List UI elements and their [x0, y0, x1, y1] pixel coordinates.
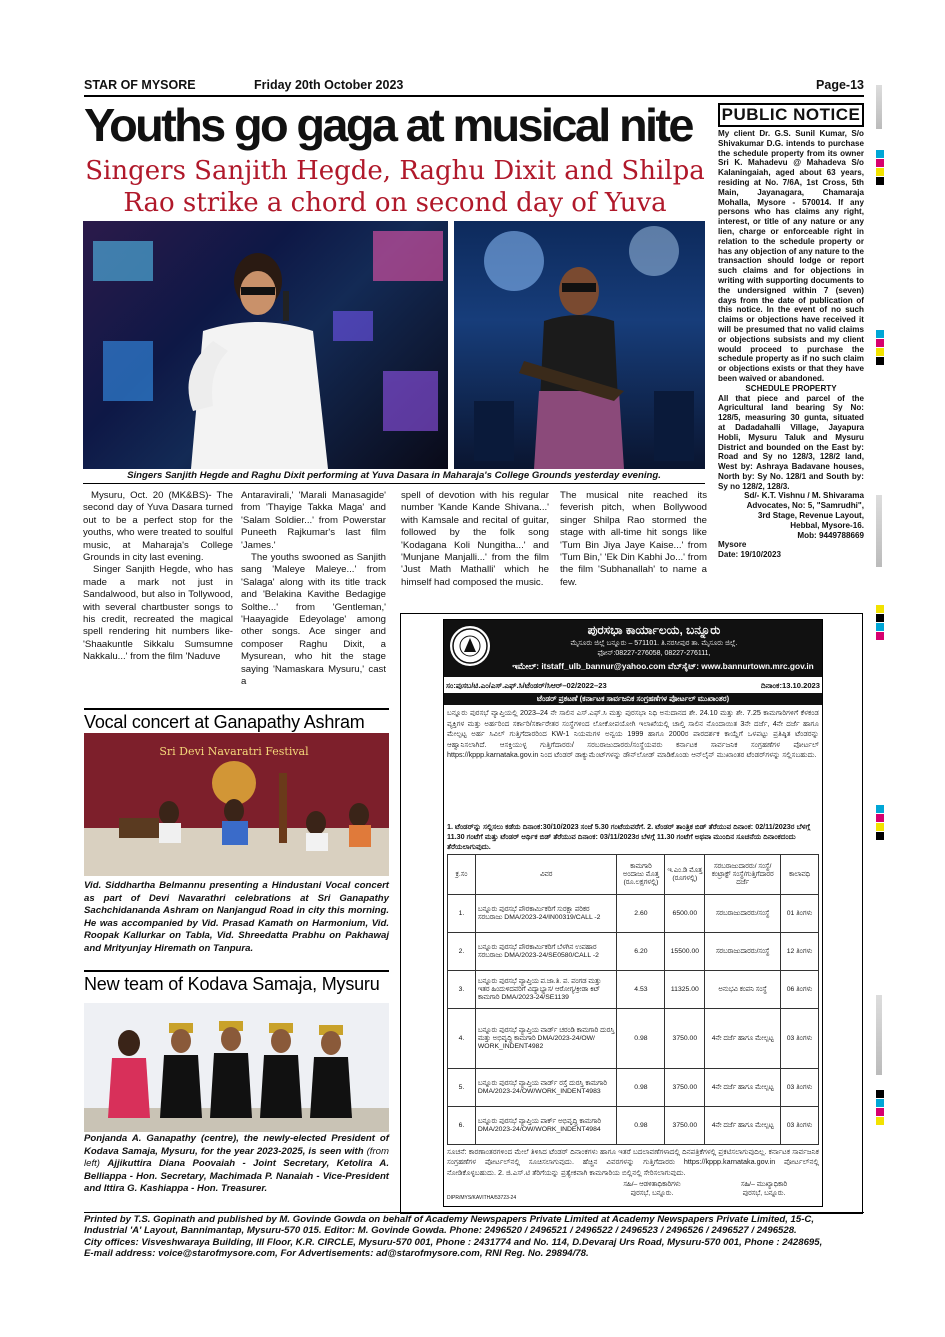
caption-bold: Ponjanda A. Ganapathy (centre), the newly-elected President of Kodava Samaja, Mysuru, for the year 2023-2025, is seen with [84, 1133, 389, 1157]
footer-line: Industrial 'A' Layout, Bannimantap, Mysuru-570 015. Editor: M. Govinde Gowda. Phone: 2496520 / 2496521 / 2496522 / 2496523 / 2496526 / 2496527 / 2496528. [84, 1225, 797, 1237]
table-header-row [448, 855, 819, 895]
tender-code: DIPR/MYS/KAVITHA/53723-24 [447, 1195, 517, 1201]
column-header: ಕ್ರ.ಸಂ [448, 855, 476, 895]
emblem-icon [448, 624, 492, 668]
table-row [448, 1107, 819, 1145]
row-emd: 3750.00 [665, 1009, 705, 1069]
registration-mark-yellow [876, 1117, 884, 1125]
row-grade: ಸರಬರಾಜುದಾರರು/ಸಂಸ್ಥೆ [705, 933, 781, 971]
table-row [448, 895, 819, 933]
row-description: ಬನ್ನೂರು ಪುರಸಭೆ ಪೌರಕಾರ್ಮಿಕರಿಗೆ ಬೆಳಗಿನ ಉಪಹಾರ ಸರಬರಾಜು DMA/2023-24/SE0580/CALL -2 [475, 933, 617, 971]
row-grade: 4ನೇ ದರ್ಜೆ ಹಾಗೂ ಮೇಲ್ಪಟ್ಟ [705, 1009, 781, 1069]
main-photo-caption: Singers Sanjith Hegde and Raghu Dixit performing at Yuva Dasara in Maharaja's College Grounds yesterday evening. [83, 470, 705, 484]
vocal-concert-heading: Vocal concert at Ganapathy Ashram [84, 708, 389, 733]
paragraph: The youths swooned as Sanjith sang 'Maleye Maleye...' from 'Salaga' along with its title track and 'Belakina Kavithe Bedagige Solthe...' from 'Gentleman,' 'Haayagide Edeyolage' among other songs. Ace singer and composer Raghu Dixit, a Mysurean, who hit the stage saying 'Namaskara Mysuru,' cast a [241, 552, 386, 688]
registration-mark-black [876, 177, 884, 185]
tender-ref-date: ದಿನಾಂಕ:13.10.2023 [760, 681, 820, 690]
signature-line: Hebbal, Mysore-16. [790, 520, 864, 530]
row-grade: ಅನುಭವಿ ಕಂಪನಿ ಸಂಸ್ಥೆ [705, 971, 781, 1009]
notice-place-date [718, 540, 864, 560]
registration-gray-bar [876, 85, 882, 129]
row-amount: 6.20 [617, 933, 665, 971]
registration-mark-yellow [876, 823, 884, 831]
photo-sanjith-hegde [83, 221, 448, 469]
article-column-2 [241, 490, 386, 689]
photo-kodava-samaja [84, 1003, 389, 1132]
article-column-4 [560, 490, 707, 589]
article-column-1 [83, 490, 233, 664]
row-number: 4. [448, 1009, 476, 1069]
schedule-heading: SCHEDULE PROPERTY [745, 383, 837, 393]
footer-line: Printed by T.S. Gopinath and published by M. Govinde Gowda on behalf of Academy Newspapers Private Limited at Academy Newspapers Private Limited, 15-C, [84, 1214, 814, 1225]
tender-paragraph: ಬನ್ನೂರು ಪುರಸಭೆ ವ್ಯಾಪ್ತಿಯಲ್ಲಿ 2023–24 ನೇ ಸಾಲಿನ ಎಸ್.ಎಫ್.ಸಿ ಮತ್ತು ಪುರಸಭಾ ನಿಧಿ ಅನುದಾನದ ಶೇ. 24.10 ಮತ್ತು ಶೇ. 7.25 ಕಾಮಗಾರಿಗಳಿಗೆ ಕೆಳಕಂಡ ವ್ಯಕ್ತಿಗಳ ಮತ್ತು ಅರ್ಹರಿಂದ ಸರ್ಕಾರಿ/ಸರ್ಕಾರೇತರ ಸಂಸ್ಥೆಗಳಿಂದ ಲೋಕೋಪಯೋಗಿ ಇಲಾಖೆಯಲ್ಲಿ ಚಾಲ್ತಿ ಸಾಲಿನ ನೊಂದಾಯಿತ 3ನೇ ದರ್ಜೆ, 4ನೇ ದರ್ಜೆ ಹಾಗೂ ಮೇಲ್ಪಟ್ಟ ಅರ್ಹ ಸಿವಿಲ್ ಗುತ್ತಿಗೆದಾರರಿಂದ KW-1 ನಿಯಮಗಳ ಅನ್ವಯ 1999 ಹಾಗೂ 2000ರ ಪಾರದರ್ಶಕ ಕಾಯ್ದೆಗೆ ಒಳಪಟ್ಟು ಪ್ರತಿಷ್ಠಿತ ಟೆಂಡರನ್ನು ಆಹ್ವಾನಿಸಲಾಗಿದೆ. ಆಸಕ್ತಿಯುಳ್ಳ ಗುತ್ತಿಗೆದಾರರು/ ಸರಬರಾಜುದಾರರು/ಸಂಸ್ಥೆಯವರು ಕರ್ನಾಟಕ ಸಾರ್ವಜನಿಕ ಸಂಗ್ರಹಣೆಗಳ ಪೋರ್ಟಲ್ https://kppp.karnataka.gov.in ನಿಂದ ಟೆಂಡರ್ ಡಾಕ್ಯುಮೆಂಟ್‌ಗಳನ್ನು ಡೌನ್‌ಲೋಡ್ ಮಾಡಿಕೊಂಡು ಆನ್‌ಲೈನ್ ಮುಖಾಂತರ ಟೆಂಡರ್‌ಗಳನ್ನು ಸಲ್ಲಿಸಬಹುದು. [447, 708, 819, 760]
registration-mark-magenta [876, 814, 884, 822]
signature-administrator [602, 1180, 702, 1198]
column-header: ಕಾಲಾವಧಿ [781, 855, 819, 895]
masthead [84, 78, 864, 94]
paragraph: Mysuru, Oct. 20 (MK&BS)- The second day of Yuva Dasara turned out to be a perfect stop for the youths, who were treated to soulful music, at Maharaja's College Grounds in city last evening. [83, 490, 233, 564]
row-grade: 4ನೇ ದರ್ಜೆ ಹಾಗೂ ಮೇಲ್ಪಟ್ಟ [705, 1069, 781, 1107]
tender-office-title: ಪುರಸಭಾ ಕಾರ್ಯಾಲಯ, ಬನ್ನೂರು [587, 623, 721, 637]
tender-notice-heading: ಟೆಂಡರ್ ಪ್ರಕಟಣೆ (ಕರ್ನಾಟಕ ಸಾರ್ವಜನಿಕ ಸಂಗ್ರಹಣೆಗಳ ಪೋರ್ಟಲ್ ಮುಖಾಂತರ) [444, 693, 822, 705]
column-header: ಕಾಮಗಾರಿ ಅಂದಾಜು ಮೊತ್ತ (ರೂ.ಲಕ್ಷಗಳಲ್ಲಿ) [617, 855, 665, 895]
tender-table [447, 854, 819, 1145]
registration-mark-black [876, 832, 884, 840]
table-row [448, 971, 819, 1009]
tender-address: ಮೈಸೂರು ಜಿಲ್ಲೆ ಬನ್ನೂರು – 571101. ತಿ.ನರಸೀಪುರ ತಾ. ಮೈಸೂರು ಜಿಲ್ಲೆ. [570, 640, 738, 647]
row-period: 03 ತಿಂಗಳು [781, 1009, 819, 1069]
signature-chief-officer [709, 1180, 819, 1198]
tender-advertisement [400, 613, 863, 1214]
registration-mark-cyan [876, 330, 884, 338]
imprint-footer [84, 1214, 864, 1259]
paragraph: The musical nite reached its feverish pitch, when Bollywood singer Shilpa Rao stormed the stage with all-time hit songs like 'Tum Bin Jiya Jaye Kaise...' from 'Tum Bin,' 'Ek Din Kabhi Jo...' from the film 'Subhanallah' to name a few. [560, 490, 707, 588]
registration-mark-magenta [876, 632, 884, 640]
row-description: ಬನ್ನೂರು ಪುರಸಭೆ ವ್ಯಾಪ್ತಿಯ ಪ.ಜಾ.ತಿ. ಪ. ಪಂಗಡ ಮತ್ತು ಇತರ ಹಿಂದುಳಿದವರಿಗೆ ವಿದ್ಯಾಭ್ಯಾಸ/ ಆರೋಗ್ಯ/ಕ್ರೀಡಾ ಕಿಟ್ ಕಾಮಗಾರಿ DMA/2023-24/SE1139 [475, 971, 617, 1009]
tender-header [444, 620, 822, 677]
row-number: 3. [448, 971, 476, 1009]
signature-line: ಸಹಿ/– ಆಡಳಿತಾಧಿಕಾರಿಗಳು [623, 1181, 681, 1188]
column-header: ವಿವರ [475, 855, 617, 895]
signature-line: 3rd Stage, Revenue Layout, [757, 511, 864, 521]
row-number: 1. [448, 895, 476, 933]
paragraph: Antaravirali,' 'Marali Manasagide' from 'Thayige Takka Maga' and 'Salam Soldier...' from Powerstar Puneeth Rajkumar's last film 'James.' [241, 490, 386, 551]
row-period: 12 ತಿಂಗಳು [781, 933, 819, 971]
public-notice [718, 103, 864, 606]
row-number: 5. [448, 1069, 476, 1107]
banner-text: Sri Devi Navaratri Festival [159, 745, 309, 758]
notice-place: Mysore [718, 540, 747, 550]
notice-date: Date: 19/10/2023 [718, 550, 781, 560]
registration-mark-black [876, 1090, 884, 1098]
footer-divider [84, 1212, 864, 1213]
tender-dates: 1. ಟೆಂಡರ್‌ನ್ನು ಸಲ್ಲಿಸಲು ಕಡೆಯ ದಿನಾಂಕ:30/10/2023 ಸಂಜೆ 5.30 ಗಂಟೆಯವರೆಗೆ. 2. ಟೆಂಡರ್ ತಾಂತ್ರಿಕ ಬಿಡ್ ತೆರೆಯುವ ದಿನಾಂಕ: 02/11/2023ರ ಬೆಳಗ್ಗೆ 11.30 ಗಂಟೆಗೆ ಮತ್ತು ಟೆಂಡರ್ ಆರ್ಥಿಕ ಬಿಡ್ ತೆರೆಯುವ ದಿನಾಂಕ: 03/11/2023ರ ಬೆಳಗ್ಗೆ 11.30 ಗಂಟೆಗೆ ಅಥವಾ ಮುಂದಿನ ಸೂಚನೆಯ ದಿನಾಂಕದಂದು ತೆರೆಯಲಾಗುವುದು. [447, 822, 811, 851]
table-row [448, 1069, 819, 1107]
row-emd: 6500.00 [665, 895, 705, 933]
page-number: Page-13 [816, 78, 864, 92]
registration-mark-magenta [876, 1108, 884, 1116]
paragraph: spell of devotion with his regular number 'Kande Kande Shivana...' with Kamsale and recital of guitar, followed by the folk song 'Kodagana Koli Nungitha...' and 'Munjane Manjalli...' from the film 'Just Math Mathalli' which he himself had composed the music. [401, 490, 549, 588]
row-description: ಬನ್ನೂರು ಪುರಸಭೆ ವ್ಯಾಪ್ತಿಯ ವಾರ್ಡ್ ರಸ್ತೆ ದುರಸ್ತಿ ಕಾಮಗಾರಿ DMA/2023-24/OW/WORK_INDENT4983 [475, 1069, 617, 1107]
paragraph: Singer Sanjith Hegde, who has made a mark not just in Sandalwood, but also in Tollywood, with several chartbuster songs to his credit, recreated the magical spell rendering hit numbers like- 'Shaakuntle Sikkalu Sumsumne Nakkalu...' from the film 'Naduve [83, 564, 233, 663]
caption-from-left: (from left) [84, 1145, 389, 1170]
vocal-concert-caption: Vid. Siddhartha Belmannu presenting a Hindustani Vocal concert as part of Devi Navarathri celebrations at Sri Ganapathy Sachchidananda Ashram on Nanjangud Road in city this morning. He was accompanied by Vid. Prasad Kamath on Harmonium, Vid. Roopak Kallurkar on Tabla, Vid. Shreedatta Prabhu on Pakhawaj and Mrityunjay Hiremath on Tanpura. [84, 880, 389, 954]
kodava-samaja-caption [84, 1133, 389, 1196]
row-amount: 0.98 [617, 1107, 665, 1145]
tender-frame [443, 619, 823, 1207]
footer-line: City offices: Visveshwaraya Building, III Floor, K.R. CIRCLE, Mysuru-570 001, Phone : 2431774 and No. 114, D.Devaraj Urs Road, Mysuru-570 001, Phone : 2428695, [84, 1236, 823, 1248]
row-description: ಬನ್ನೂರು ಪುರಸಭೆ ಪೌರಕಾರ್ಮಿಕರಿಗೆ ಸುರಕ್ಷಾ ಪರಿಕರ ಸರಬರಾಜು DMA/2023-24/IN00319/CALL -2 [475, 895, 617, 933]
signature-line: ಸಹಿ/– ಮುಖ್ಯಾಧಿಕಾರಿ [740, 1181, 788, 1188]
table-row [448, 1009, 819, 1069]
registration-mark-yellow [876, 605, 884, 613]
registration-mark-cyan [876, 623, 884, 631]
photo-raghu-dixit [454, 221, 705, 469]
row-grade: ಸರಬರಾಜುದಾರರು/ಸಂಸ್ಥೆ [705, 895, 781, 933]
signature-line: Sd/- K.T. Vishnu / M. Shivarama [744, 491, 864, 501]
paper-name: STAR OF MYSORE [84, 78, 196, 92]
row-amount: 0.98 [617, 1069, 665, 1107]
row-amount: 0.98 [617, 1009, 665, 1069]
article-column-3 [401, 490, 549, 589]
tender-ref-number: ಸಂ:ಪುಸಬ/ಟಿ.ಎಂ/ಎಸ್.ಎಫ್.ಸಿ/ಟೆಂಡರ್/ಸಿಆರ್–02/2022–23 [446, 681, 607, 690]
registration-mark-cyan [876, 805, 884, 813]
kodava-samaja-heading: New team of Kodava Samaja, Mysuru [84, 970, 389, 995]
signature-line: Advocates, No: 5, "Samrudhi", [746, 501, 864, 511]
photo-vocal-concert [84, 733, 389, 876]
row-description: ಬನ್ನೂರು ಪುರಸಭೆ ವ್ಯಾಪ್ತಿಯ ವಾರ್ಡ್ ಚರಂಡಿ ಕಾಮಗಾರಿ ದುರಸ್ತಿ ಮತ್ತು ಅಭಿವೃದ್ಧಿ ಕಾಮಗಾರಿ DMA/2023-24/OW/ WORK_INDENT4982 [475, 1009, 617, 1069]
row-number: 6. [448, 1107, 476, 1145]
row-period: 01 ತಿಂಗಳು [781, 895, 819, 933]
signature-line: ಪುರಸಭೆ, ಬನ್ನೂರು. [630, 1190, 674, 1197]
tender-note: ಸೂಚನೆ: ಕಾರಣಾಂತರಗಳಿಂದ ಮೇಲೆ ತಿಳಿಸಿದ ಟೆಂಡರ್ ದಿನಾಂಕಗಳು ಹಾಗೂ ಇತರೆ ಬದಲಾವಣೆಗಳಾದಲ್ಲಿ ದಿನಪತ್ರಿಕೆಗಳಲ್ಲಿ ಪ್ರಕಟಿಸಲಾಗುವುದಿಲ್ಲ. ಕರ್ನಾಟಕ ಸಾರ್ವಜನಿಕ ಸಂಗ್ರಹಣೆಗಳ ಪೋರ್ಟಲ್‌ನಲ್ಲಿ ಸೂಚಿಸಲಾಗುವುದು. ಹೆಚ್ಚಿನ ವಿವರಗಳನ್ನು ಗುತ್ತಿಗೆದಾರರು https://kppp.karnataka.gov.in ಪೋರ್ಟಲ್‌ನಲ್ಲಿ ನೋಡಿಕೊಳ್ಳಬಹುದು. 2. ಜಿ.ಎಸ್.ಟಿ ತೆರಿಗೆಯನ್ನು ಪ್ರತ್ಯೇಕವಾಗಿ ಕಾಮಗಾರಿಯ ಬಿಲ್ಲಿನಲ್ಲಿ ಸೇರಿಸಲಾಗುವುದು. [447, 1147, 819, 1177]
registration-gray-bar [876, 495, 882, 567]
registration-mark-black [876, 357, 884, 365]
row-description: ಬನ್ನೂರು ಪುರಸಭೆ ವ್ಯಾಪ್ತಿಯ ಪಾರ್ಕ್ ಅಭಿವೃದ್ಧಿ ಕಾಮಗಾರಿ DMA/2023-24/OW/WORK_INDENT4984 [475, 1107, 617, 1145]
tender-email: ಇಮೇಲ್: itstaff_ulb_bannur@yahoo.com ವೆಬ್‌ಸೈಟ್: www.bannurtown.mrc.gov.in [512, 661, 814, 671]
column-header: ಸರಬರಾಜುದಾರರು/ ಸಂಸ್ಥೆ/ಕಂಟ್ರಾಕ್ಟ್ ಸಂಸ್ಥೆ/ಗುತ್ತಿಗೆದಾರರ ದರ್ಜೆ [705, 855, 781, 895]
row-emd: 15500.00 [665, 933, 705, 971]
schedule-text: All that piece and parcel of the Agricultural land bearing Sy No: 128/5, measuring 30 gunta, situated at Dadadahalli Village, Jayapura Hobli, Mysuru Taluk and Mysuru District and bounded on the East by: Road and Sy no 128/3, 128/2 land, West by: Ashraya Badavane houses, North by: Sy No. 128/1 and South by: Sy no 128/2, 128/3. [718, 393, 864, 491]
row-grade: 4ನೇ ದರ್ಜೆ ಹಾಗೂ ಮೇಲ್ಪಟ್ಟ [705, 1107, 781, 1145]
registration-mark-yellow [876, 168, 884, 176]
registration-mark-cyan [876, 1099, 884, 1107]
row-number: 2. [448, 933, 476, 971]
table-row [448, 933, 819, 971]
column-header: ಇ.ಎಂ.ಡಿ ಮೊತ್ತ (ರೂಗಳಲ್ಲಿ) [665, 855, 705, 895]
headline: Youths go gaga at musical nite [84, 99, 692, 151]
notice-signature [718, 491, 864, 540]
row-emd: 3750.00 [665, 1107, 705, 1145]
notice-title: PUBLIC NOTICE [718, 103, 864, 127]
registration-gray-bar [876, 995, 882, 1075]
tender-reference [446, 681, 820, 691]
footer-line: E-mail address: voice@starofmysore.com, For Advertisements: ad@starofmysore.com, RNI Reg. No. 29894/78. [84, 1247, 589, 1259]
row-period: 03 ತಿಂಗಳು [781, 1069, 819, 1107]
notice-text: My client Dr. G.S. Sunil Kumar, S/o Shivakumar D.G. intends to purchase the schedule property from its owner Sri K. Mahadevu @ Mahadeva S/o Kalaningaiah, aged about 63 years, residing at No. 7/6A, 1st Cross, 5th Main, Jayanagara, Chamaraja Mohalla, Mysore - 570014. If any persons who has claims any right, interest, or title of any nature or any lien, charge or enforceable right in relation to the schedule property or has any objection of any nature to the transaction should lodge or report such claims and for objections in writing with supporting documents to the undersigned within 7 (seven) days from the date of publication of this notice. In the event of no such claims or objections have received it will be presumed that no valid claims or objections subsists and my client would proceed to purchase the schedule property as if no such claim or objections exists or that they have been waived or abandoned. [718, 129, 864, 383]
row-emd: 3750.00 [665, 1069, 705, 1107]
row-amount: 4.53 [617, 971, 665, 1009]
registration-mark-cyan [876, 150, 884, 158]
row-emd: 11325.00 [665, 971, 705, 1009]
row-period: 06 ತಿಂಗಳು [781, 971, 819, 1009]
row-amount: 2.60 [617, 895, 665, 933]
tender-phone: ಫೋನ್:08227-276058, 08227-276111, [597, 650, 711, 657]
signature-line: ಪುರಸಭೆ, ಬನ್ನೂರು. [742, 1190, 786, 1197]
registration-mark-magenta [876, 159, 884, 167]
caption-names: Ajjikuttira Diana Poovaiah - Joint Secretary, Ketolira A. Belliappa - Hon. Secretary, Machimada P. Nanaiah - Vice-President and Ittira G. Kashiappa - Hon. Treasurer. [84, 1158, 389, 1195]
row-period: 03 ತಿಂಗಳು [781, 1107, 819, 1145]
subheadline: Singers Sanjith Hegde, Raghu Dixit and Shilpa Rao strike a chord on second day of Yuva [85, 156, 705, 218]
issue-date: Friday 20th October 2023 [254, 78, 404, 92]
registration-mark-black [876, 614, 884, 622]
registration-mark-yellow [876, 348, 884, 356]
registration-mark-magenta [876, 339, 884, 347]
signature-line: Mob: 9449788669 [797, 530, 864, 540]
notice-body [718, 129, 864, 491]
